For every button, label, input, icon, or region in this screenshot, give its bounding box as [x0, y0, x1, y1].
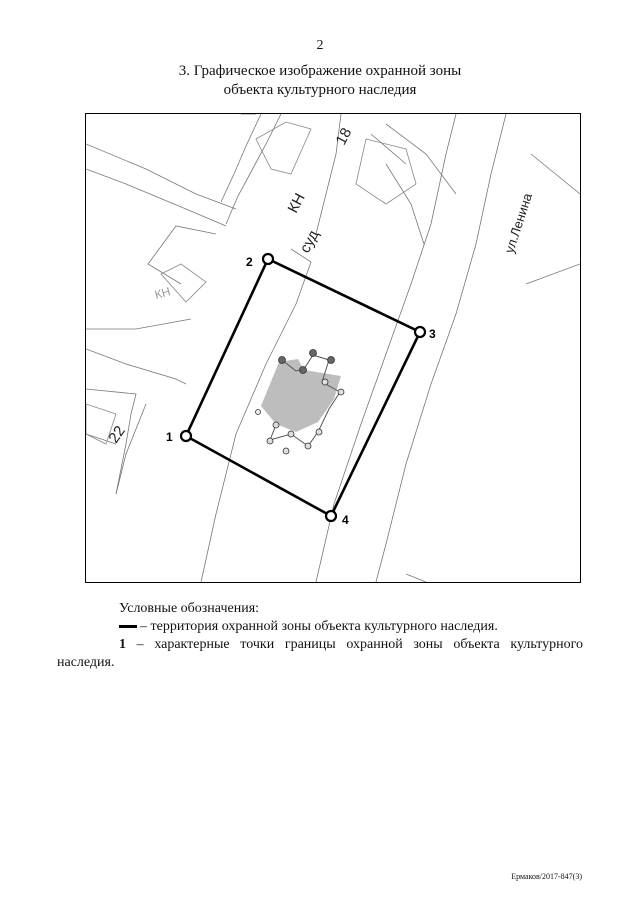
legend-zone-row [57, 618, 583, 636]
boundary-point-3 [415, 327, 425, 337]
boundary-point-4-label: 4 [342, 513, 349, 527]
label-building-18: 18 [332, 125, 356, 148]
legend-points-text: – характерные точки границы охранной зоны объекта культурного наследия. [57, 637, 583, 670]
legend-zone-line-symbol [119, 625, 137, 628]
legend-point-mark: 1 [119, 637, 126, 652]
label-kn: КН [284, 190, 309, 216]
boundary-point-3-label: 3 [429, 327, 436, 341]
boundary-point-2-label: 2 [246, 255, 253, 269]
label-building-22: 22 [105, 422, 129, 447]
label-lenina-street: ул.Ленина [501, 191, 536, 255]
boundary-point-2 [263, 254, 273, 264]
legend-points-row [57, 636, 583, 672]
page-title [0, 62, 640, 100]
legend-title: Условные обозначения: [119, 601, 260, 616]
map-canvas [86, 114, 580, 582]
label-kn-faded: КН [153, 284, 172, 302]
title-line-1: 3. Графическое изображение охранной зоны [178, 63, 462, 79]
boundary-point-1-label: 1 [166, 430, 173, 444]
legend [57, 600, 583, 672]
footer-reference: Ермаков/2017-847(3) [511, 872, 582, 881]
map-frame [85, 113, 581, 583]
heritage-object [256, 350, 345, 455]
page-number: 2 [316, 38, 324, 53]
boundary-point-4 [326, 511, 336, 521]
boundary-point-1 [181, 431, 191, 441]
legend-zone-text: – территория охранной зоны объекта культурного наследия. [140, 619, 498, 634]
label-sud: суд [296, 227, 323, 256]
title-line-2: объекта культурного наследия [223, 82, 417, 98]
